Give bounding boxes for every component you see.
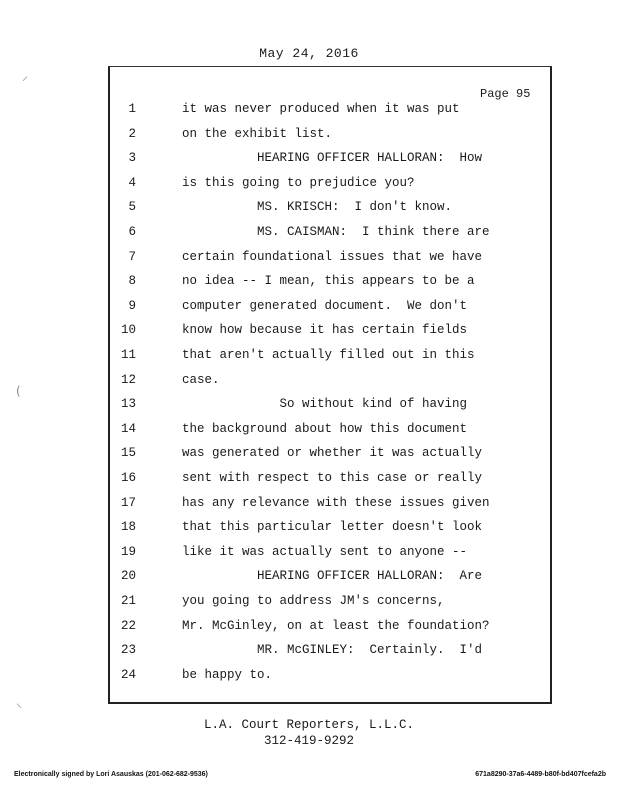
line-number: 24 bbox=[120, 667, 136, 682]
footer-phone: 312-419-9292 bbox=[263, 734, 354, 748]
line-text: like it was actually sent to anyone -- bbox=[182, 544, 468, 559]
line-text: know how because it has certain fields bbox=[182, 323, 468, 338]
line-text: that aren't actually filled out in this bbox=[182, 348, 475, 362]
line-text: MS. KRISCH: I don't know. bbox=[182, 200, 453, 215]
transcript-line bbox=[0, 619, 560, 639]
line-text: on the exhibit list. bbox=[182, 126, 333, 141]
transcript-line bbox=[0, 668, 560, 688]
line-number: 12 bbox=[120, 372, 136, 387]
electronic-signature-note: Electronically signed by Lori Asauskas (201-062-682-9536) bbox=[14, 771, 208, 778]
line-number: 13 bbox=[120, 397, 136, 412]
transcript-line bbox=[0, 348, 560, 368]
line-text: was generated or whether it was actually bbox=[182, 446, 483, 461]
transcript-line bbox=[0, 569, 560, 589]
line-text: the background about how this document bbox=[182, 421, 468, 436]
line-number: 21 bbox=[120, 594, 136, 608]
transcript-line bbox=[0, 496, 560, 516]
line-number: 5 bbox=[128, 200, 136, 215]
scan-mark: ⸜ bbox=[16, 696, 23, 710]
transcript-line bbox=[0, 323, 560, 343]
page-number: Page 95 bbox=[480, 87, 531, 101]
transcript-line bbox=[0, 127, 560, 147]
transcript-line bbox=[0, 471, 560, 491]
transcript-line bbox=[0, 250, 560, 270]
line-text: no idea -- I mean, this appears to be a bbox=[182, 274, 475, 289]
line-text: computer generated document. We don't bbox=[182, 298, 468, 313]
line-text: So without kind of having bbox=[182, 397, 468, 412]
line-number: 10 bbox=[120, 323, 136, 338]
line-number: 20 bbox=[120, 569, 136, 584]
line-number: 2 bbox=[128, 126, 136, 141]
line-text: is this going to prejudice you? bbox=[182, 175, 415, 190]
transcript-line bbox=[0, 545, 560, 565]
line-number: 7 bbox=[128, 249, 136, 264]
transcript-line bbox=[0, 225, 560, 245]
line-text: sent with respect to this case or really bbox=[182, 471, 483, 485]
line-text: you going to address JM's concerns, bbox=[182, 594, 445, 608]
line-text: that this particular letter doesn't look bbox=[182, 520, 483, 535]
transcript-line bbox=[0, 373, 560, 393]
line-number: 3 bbox=[128, 151, 136, 166]
transcript-line bbox=[0, 397, 560, 417]
line-text: MR. McGINLEY: Certainly. I'd bbox=[182, 643, 483, 658]
line-number: 23 bbox=[120, 643, 136, 658]
line-number: 6 bbox=[128, 225, 136, 239]
line-number: 9 bbox=[128, 298, 136, 313]
line-text: case. bbox=[182, 372, 220, 387]
transcript-line bbox=[0, 594, 560, 614]
footer-company: L.A. Court Reporters, L.L.C. bbox=[203, 718, 415, 732]
line-number: 4 bbox=[128, 175, 136, 190]
transcript-line bbox=[0, 520, 560, 540]
line-number: 14 bbox=[120, 421, 136, 436]
transcript-line bbox=[0, 446, 560, 466]
transcript-line bbox=[0, 151, 560, 171]
document-id: 671a8290-37a6-4489-b80f-bd407fcefa2b bbox=[475, 771, 606, 778]
line-number: 15 bbox=[120, 446, 136, 461]
line-text: Mr. McGinley, on at least the foundation? bbox=[182, 618, 490, 633]
transcript-line bbox=[0, 176, 560, 196]
line-number: 16 bbox=[120, 471, 136, 485]
line-number: 19 bbox=[120, 544, 136, 559]
transcript-line bbox=[0, 422, 560, 442]
header-date: May 24, 2016 bbox=[259, 46, 359, 61]
line-text: MS. CAISMAN: I think there are bbox=[182, 225, 490, 239]
line-text: certain foundational issues that we have bbox=[182, 249, 483, 264]
line-text: be happy to. bbox=[182, 667, 273, 682]
line-text: HEARING OFFICER HALLORAN: Are bbox=[182, 569, 483, 584]
transcript-line bbox=[0, 274, 560, 294]
transcript-line bbox=[0, 643, 560, 663]
line-number: 22 bbox=[120, 618, 136, 633]
scan-mark: ⸍ bbox=[22, 74, 29, 88]
line-text: HEARING OFFICER HALLORAN: How bbox=[182, 151, 483, 166]
line-number: 17 bbox=[120, 495, 136, 510]
line-number: 18 bbox=[120, 520, 136, 535]
line-number: 8 bbox=[128, 274, 136, 289]
scan-mark: ( bbox=[16, 384, 21, 398]
transcript-line bbox=[0, 200, 560, 220]
line-text: has any relevance with these issues given bbox=[182, 495, 490, 510]
line-text: it was never produced when it was put bbox=[182, 102, 460, 116]
line-number: 11 bbox=[120, 348, 136, 362]
transcript-line bbox=[0, 102, 560, 122]
transcript-line bbox=[0, 299, 560, 319]
line-number: 1 bbox=[128, 102, 136, 116]
